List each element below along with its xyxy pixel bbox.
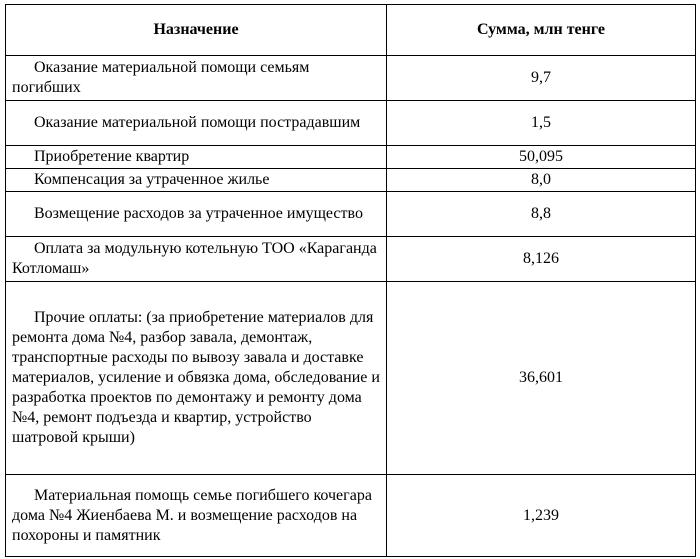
- row-purpose-text: Материальная помощь семье погибшего кочегара дома №4 Жиенбаева М. и возмещение расходов на похороны и памятник: [12, 486, 372, 544]
- table-header-row: [6, 5, 696, 56]
- table-row: [6, 169, 696, 192]
- table-row: [6, 101, 696, 146]
- row-purpose-text: Возмещение расходов за утраченное имущество: [34, 205, 363, 222]
- table-row: [6, 146, 696, 169]
- row-purpose-text: Прочие оплаты: (за приобретение материалов для ремонта дома №4, разбор завала, демонтаж, транспортные расходы по вывозу завала и доставке материалов, усиление и обвязка дома, обследование и разработка проектов по демонтажу и ремонту дома №4, ремонт подъезда и квартир, устройство шатровой крыши): [12, 309, 380, 446]
- row-amount: 1,5: [387, 101, 696, 146]
- row-amount: 36,601: [387, 282, 696, 475]
- table-row: [6, 282, 696, 475]
- table-row: [6, 56, 696, 101]
- header-purpose: Назначение: [6, 5, 387, 56]
- row-purpose: [6, 101, 387, 146]
- row-amount: 8,126: [387, 237, 696, 282]
- row-purpose: [6, 169, 387, 192]
- row-purpose: [6, 475, 387, 557]
- row-purpose: [6, 282, 387, 475]
- row-amount: 50,095: [387, 146, 696, 169]
- row-purpose: [6, 146, 387, 169]
- row-purpose-text: Приобретение квартир: [34, 148, 190, 165]
- row-amount: 1,239: [387, 475, 696, 557]
- row-purpose-text: Оказание материальной помощи семьям погибших: [12, 59, 310, 96]
- table-row: [6, 192, 696, 237]
- row-purpose-text: Компенсация за утраченное жилье: [34, 171, 270, 188]
- row-amount: 8,8: [387, 192, 696, 237]
- header-amount: Сумма, млн тенге: [387, 5, 696, 56]
- row-purpose: [6, 56, 387, 101]
- row-amount: 8,0: [387, 169, 696, 192]
- row-amount: 9,7: [387, 56, 696, 101]
- row-purpose: [6, 192, 387, 237]
- row-purpose: [6, 237, 387, 282]
- row-purpose-text: Оплата за модульную котельную ТОО «Караганда Котломаш»: [12, 240, 377, 277]
- table-row: [6, 475, 696, 557]
- row-purpose-text: Оказание материальной помощи пострадавшим: [34, 114, 361, 131]
- table-row: [6, 237, 696, 282]
- expenditure-table: [5, 4, 696, 557]
